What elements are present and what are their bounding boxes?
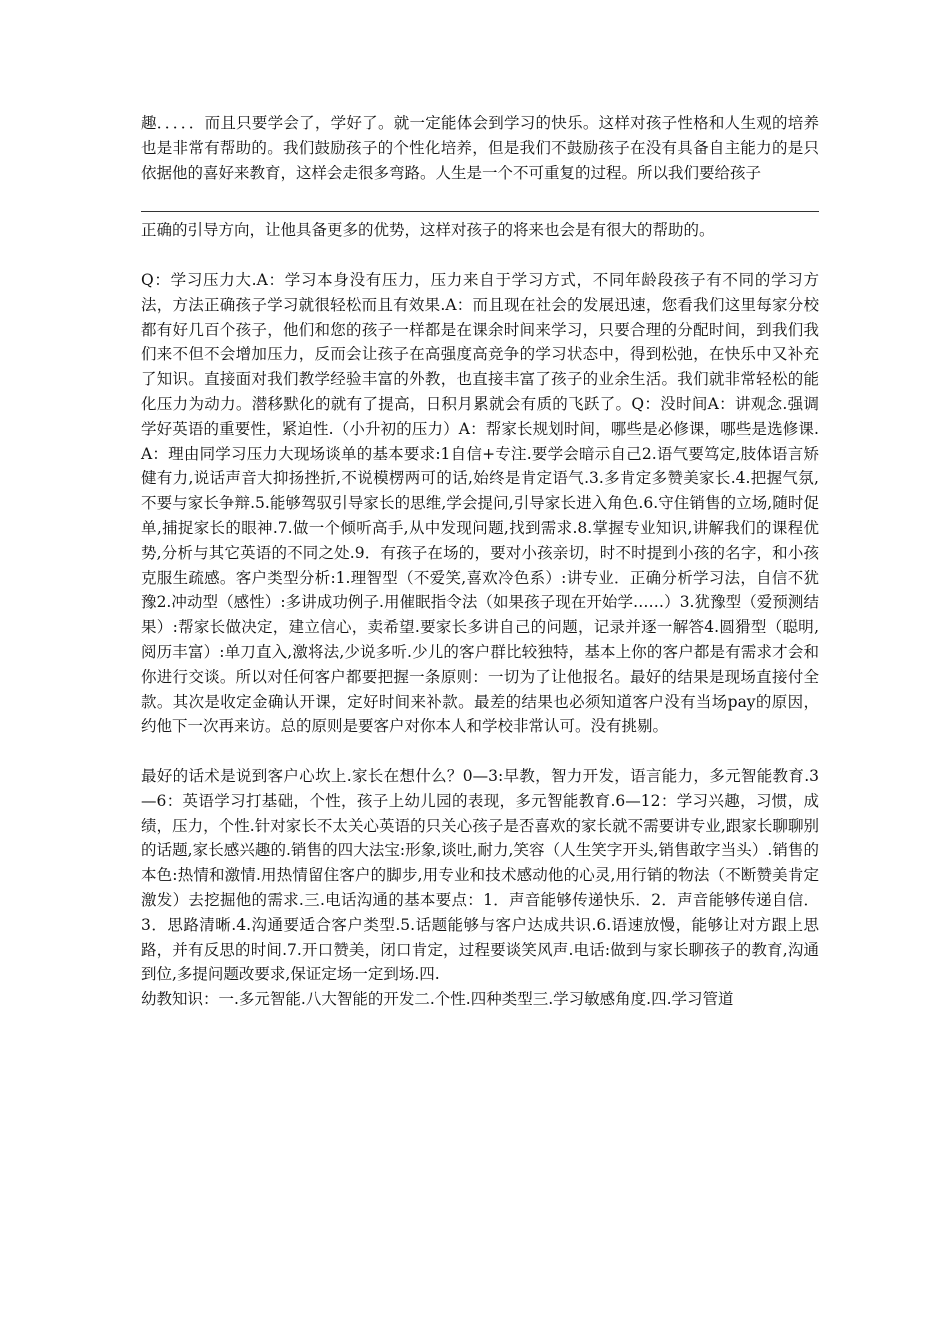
blank-line [141, 739, 819, 764]
page-break-rule [141, 211, 819, 212]
paragraph-guidance: 正确的引导方向，让他具备更多的优势，这样对孩子的将来也会是有很大的帮助的。 [141, 221, 715, 240]
document-page [141, 111, 819, 1012]
paragraph-continuation-top: 趣．．．．．而且只要学会了，学好了。就一定能体会到学习的快乐。这样对孩子性格和人生观的培养也是非常有帮助的。我们鼓励孩子的个性化培养，但是我们不鼓励孩子在没有具备自主能力的是只依据他的喜好来教育，这样会走很多弯路。人生是一个不可重复的过程。所以我们要给孩子 [141, 114, 819, 182]
blank-line [141, 243, 819, 268]
paragraph-preschool-knowledge: 幼教知识：一.多元智能.八大智能的开发二.个性.四种类型三.学习敏感角度.四.学习管道 [141, 990, 734, 1009]
paragraph-sales-talk: 最好的话术是说到客户心坎上.家长在想什么？0—3:早教，智力开发，语言能力，多元智能教育.3—6：英语学习打基础，个性，孩子上幼儿园的表现，多元智能教育.6—12：学习兴趣，习惯，成绩，压力，个性.针对家长不太关心英语的只关心孩子是否喜欢的家长就不需要讲专业,跟家长聊聊别的话题,家长感兴趣的.销售的四大法宝:形象,谈吐,耐力,笑容（人生笑字开头,销售敢字当头）.销售的本色:热情和激情.用热情留住客户的脚步,用专业和技术感动他的心灵,用行销的物法（不断赞美肯定激发）去挖掘他的需求.三.电话沟通的基本要点：1．声音能够传递快乐．2．声音能够传递自信．3．思路清晰.4.沟通要适合客户类型.5.话题能够与客户达成共识.6.语速放慢，能够让对方跟上思路，并有反思的时间.7.开口赞美，闭口肯定，过程要谈笑风声.电话:做到与家长聊孩子的教育,沟通到位,多提问题改要求,保证定场一定到场.四. [141, 766, 819, 984]
paragraph-qa-sales: Q：学习压力大.A：学习本身没有压力，压力来自于学习方式，不同年龄段孩子有不同的学习方法，方法正确孩子学习就很轻松而且有效果.A：而且现在社会的发展迅速，您看我们这里每家分校都有好几百个孩子，他们和您的孩子一样都是在课余时间来学习，只要合理的分配时间，到我们我们来不但不会增加压力，反而会让孩子在高强度高竞争的学习状态中，得到松弛，在快乐中又补充了知识。直接面对我们教学经验丰富的外教，也直接丰富了孩子的业余生活。我们就非常轻松的能化压力为动力。潜移默化的就有了提高，日积月累就会有质的飞跃了。Q：没时间A：讲观念.强调学好英语的重要性，紧迫性.（小升初的压力）A：帮家长规划时间，哪些是必修课，哪些是选修课.A：理由同学习压力大现场谈单的基本要求:1自信+专注.要学会暗示自己2.语气要笃定,肢体语言矫健有力,说话声音大抑扬挫折,不说模楞两可的话,始终是肯定语气.3.多肯定多赞美家长.4.把握气氛,不要与家长争辩.5.能够驾驭引导家长的思维,学会提问,引导家长进入角色.6.守住销售的立场,随时促单,捕捉家长的眼神.7.做一个倾听高手,从中发现问题,找到需求.8.掌握专业知识,讲解我们的课程优势,分析与其它英语的不同之处.9．有孩子在场的，要对小孩亲切，时不时提到小孩的名字，和小孩克服生疏感。客户类型分析:1.理智型（不爱笑,喜欢冷色系）:讲专业．正确分析学习法，自信不犹豫2.冲动型（感性）:多讲成功例子.用催眠指令法（如果孩子现在开始学……）3.犹豫型（爱预测结果）:帮家长做决定，建立信心，卖希望.要家长多讲自己的问题，记录并逐一解答4.圆猾型（聪明,阅历丰富）:单刀直入,激将法,少说多听.少儿的客户群比较独特，基本上你的客户都是有需求才会和你进行交谈。所以对任何客户都要把握一条原则：一切为了让他报名。最好的结果是现场直接付全款。其次是收定金确认开课，定好时间来补款。最差的结果也必须知道客户没有当场pay的原因，约他下一次再来访。总的原则是要客户对你本人和学校非常认可。没有挑剔。 [141, 270, 820, 736]
